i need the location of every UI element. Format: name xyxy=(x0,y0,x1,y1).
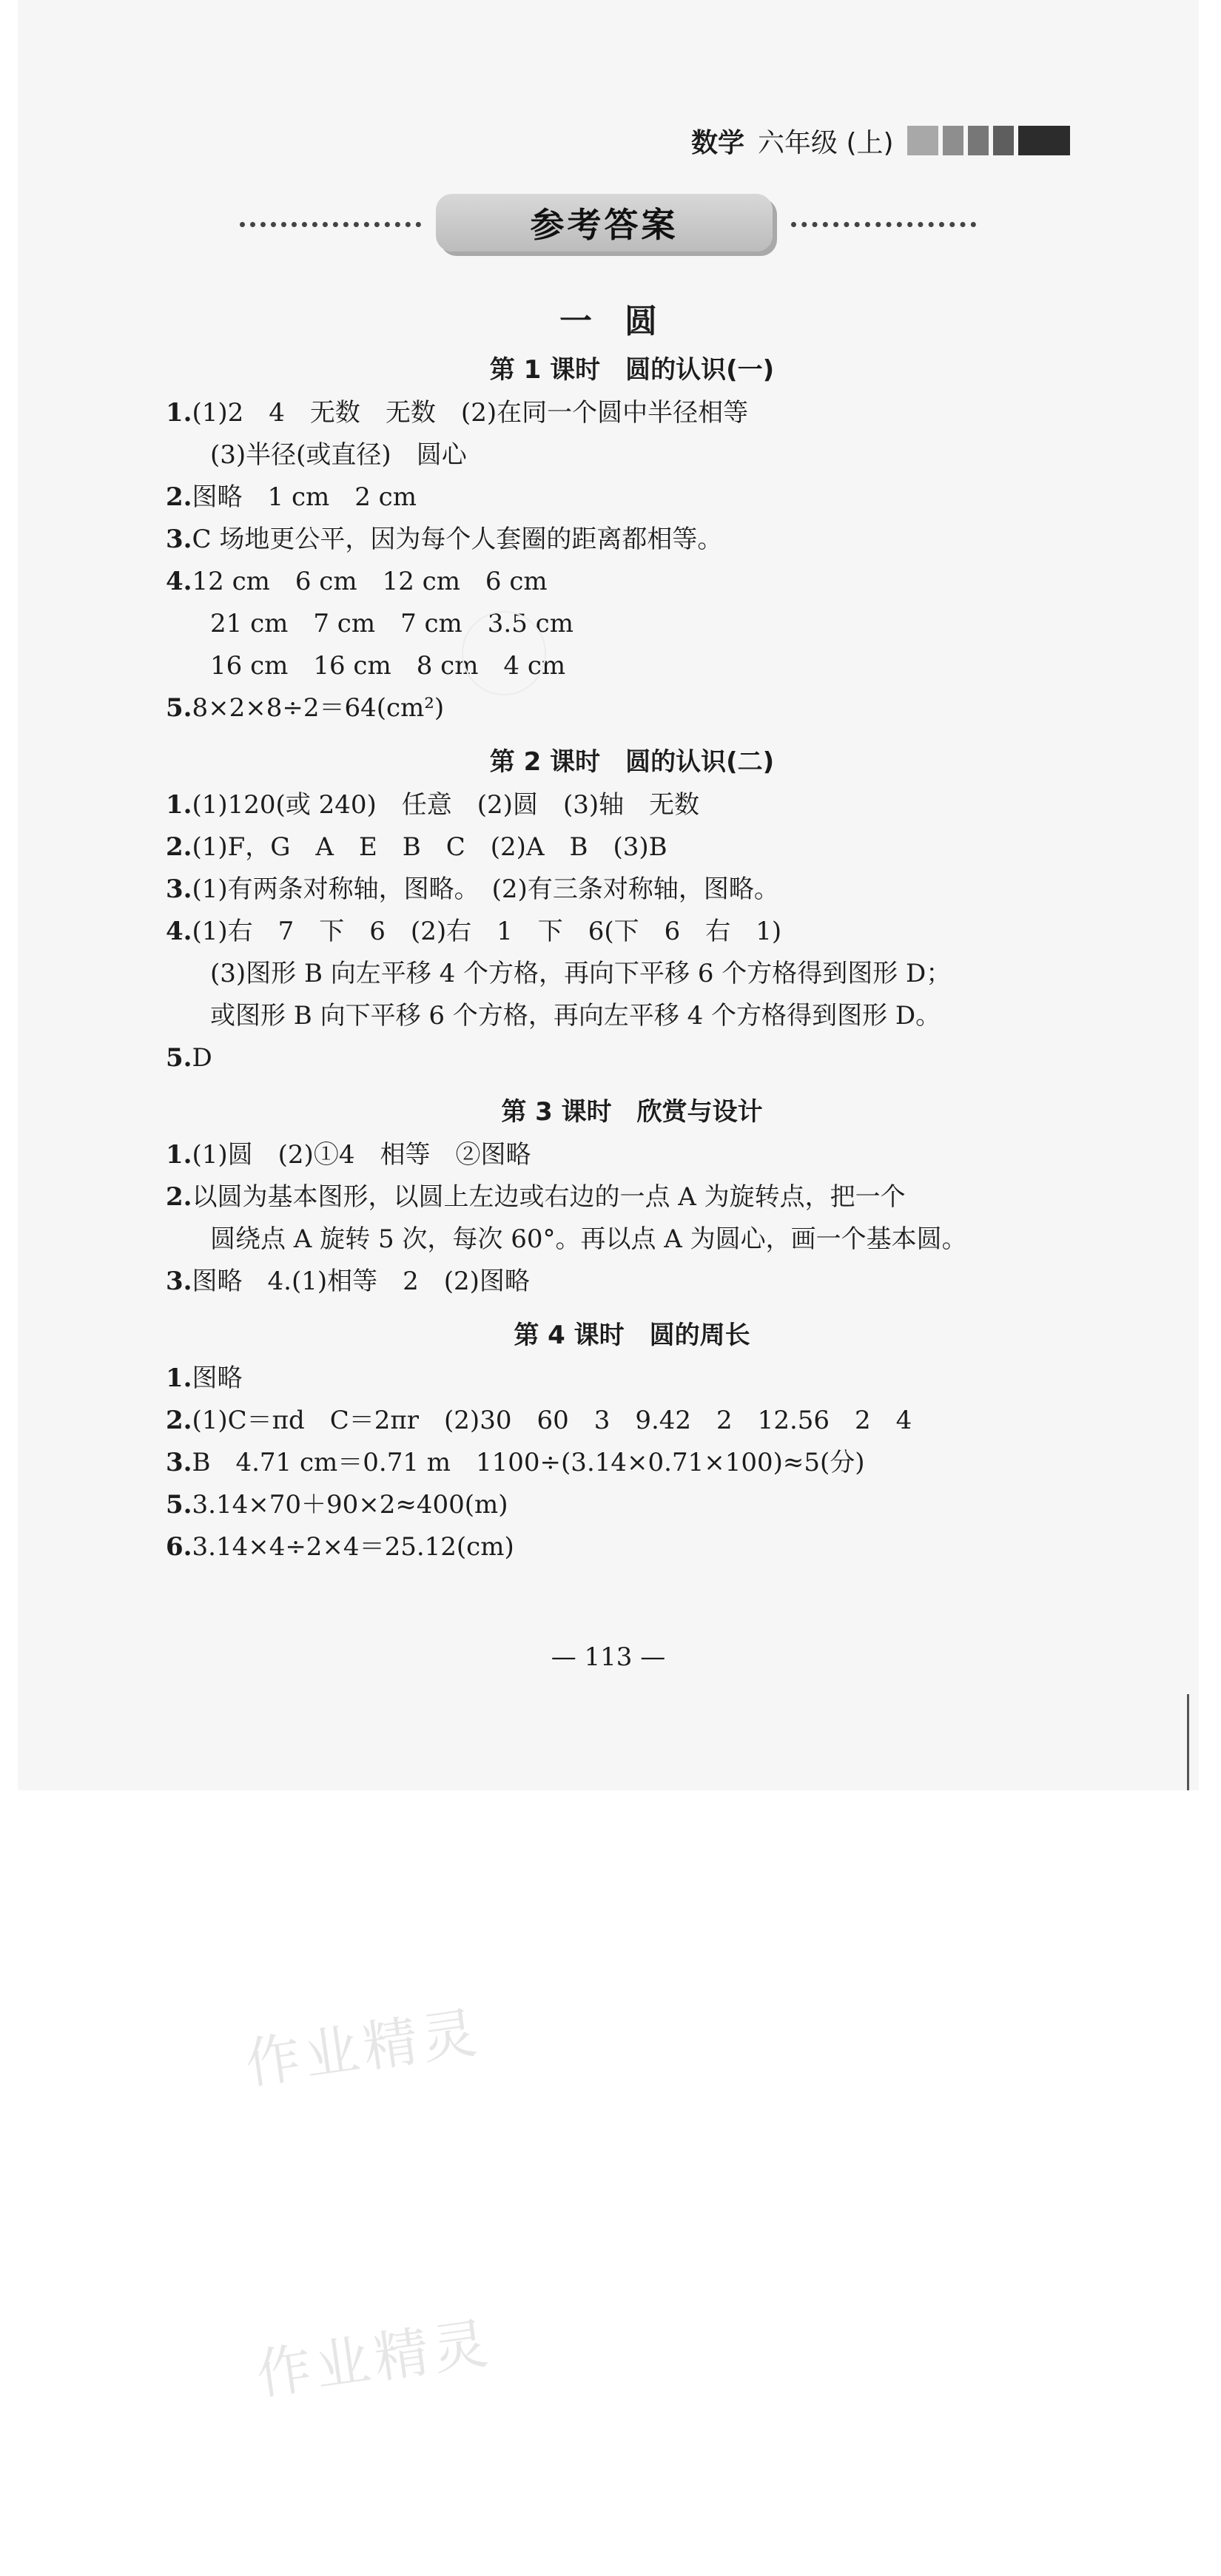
section-banner xyxy=(436,194,773,252)
answer-text: B 4.71 cm＝0.71 m 1100÷(3.14×0.71×100)≈5(分) xyxy=(192,1448,865,1477)
answer-text: (1)有两条对称轴，图略。 (2)有三条对称轴，图略。 xyxy=(192,874,779,904)
answer-text: 16 cm 16 cm 8 cm 4 cm xyxy=(210,651,566,681)
answer-line xyxy=(166,476,1128,519)
watermark: 作业精灵 xyxy=(252,2311,497,2407)
banner-dots-left xyxy=(240,207,421,227)
question-number: 1. xyxy=(166,398,192,428)
question-number: 4. xyxy=(166,567,192,596)
watermark: 作业精灵 xyxy=(241,2000,485,2097)
question-number: 2. xyxy=(166,482,192,512)
answer-text: D xyxy=(192,1043,212,1073)
answer-line xyxy=(166,1400,1128,1442)
question-number: 6. xyxy=(166,1532,192,1562)
question-number: 1. xyxy=(166,1140,192,1170)
banner-dots-right xyxy=(791,207,976,227)
answer-content xyxy=(166,348,1128,1568)
answer-line xyxy=(166,1526,1128,1568)
header-bar xyxy=(1018,126,1070,155)
header-bar xyxy=(968,126,989,155)
answer-line xyxy=(166,392,1128,434)
answer-line xyxy=(166,784,1128,826)
answer-text: 以圆为基本图形，以圆上左边或右边的一点 A 为旋转点，把一个 xyxy=(192,1182,906,1212)
question-number: 2. xyxy=(166,1406,192,1435)
question-number: 2. xyxy=(166,832,192,862)
answer-text: 图略 4.(1)相等 2 (2)图略 xyxy=(192,1267,530,1296)
page-number: — 113 — xyxy=(551,1642,666,1672)
header-bar xyxy=(943,126,963,155)
faint-stamp xyxy=(462,611,546,695)
answer-text: 图略 xyxy=(192,1363,243,1393)
lesson-title: 第 2 课时 圆的认识(二) xyxy=(489,747,775,777)
answer-text: (1)右 7 下 6 (2)右 1 下 6(下 6 右 1) xyxy=(192,917,782,946)
answer-line xyxy=(166,645,1128,687)
question-number: 2. xyxy=(166,1182,192,1212)
answer-line xyxy=(166,519,1128,561)
unit-title: 一 圆 xyxy=(559,303,657,340)
answer-line xyxy=(166,995,1128,1037)
answer-text: (1)2 4 无数 无数 (2)在同一个圆中半径相等 xyxy=(192,398,749,428)
answer-line xyxy=(166,1484,1128,1526)
answer-text: (3)图形 B 向左平移 4 个方格，再向下平移 6 个方格得到图形 D； xyxy=(210,959,952,988)
answer-text: (1)120(或 240) 任意 (2)圆 (3)轴 无数 xyxy=(192,790,700,820)
answer-line xyxy=(166,953,1128,995)
answer-line xyxy=(166,869,1128,911)
answer-line xyxy=(166,561,1128,603)
answer-line xyxy=(166,1134,1128,1176)
answer-line xyxy=(166,603,1128,645)
answer-text: 3.14×70＋90×2≈400(m) xyxy=(192,1490,508,1520)
answer-line xyxy=(166,434,1128,476)
question-number: 5. xyxy=(166,1043,192,1073)
page-edge-line xyxy=(1187,1694,1189,1790)
answer-text: (1)F，G A E B C (2)A B (3)B xyxy=(192,832,667,862)
answer-text: 3.14×4÷2×4＝25.12(cm) xyxy=(192,1532,514,1562)
answer-line xyxy=(166,1218,1128,1261)
question-number: 3. xyxy=(166,1267,192,1296)
question-number: 3. xyxy=(166,1448,192,1477)
question-number: 1. xyxy=(166,790,192,820)
answer-line xyxy=(166,826,1128,869)
answer-line xyxy=(166,1037,1128,1079)
answer-line xyxy=(166,911,1128,953)
answer-page xyxy=(18,0,1199,1790)
answer-text: C 场地更公平，因为每个人套圈的距离都相等。 xyxy=(192,525,723,554)
answer-text: 21 cm 7 cm 7 cm 3.5 cm xyxy=(210,609,574,638)
lesson-title: 第 3 课时 欣赏与设计 xyxy=(501,1097,763,1127)
answer-line xyxy=(166,1176,1128,1218)
question-number: 4. xyxy=(166,917,192,946)
lesson-title: 第 4 课时 圆的周长 xyxy=(514,1321,750,1350)
lesson-title: 第 1 课时 圆的认识(一) xyxy=(489,355,775,385)
question-number: 5. xyxy=(166,693,192,723)
header-bar xyxy=(993,126,1014,155)
answer-text: (1)C＝πd C＝2πr (2)30 60 3 9.42 2 12.56 2 4 xyxy=(192,1406,912,1435)
question-number: 3. xyxy=(166,874,192,904)
question-number: 3. xyxy=(166,525,192,554)
answer-text: 12 cm 6 cm 12 cm 6 cm xyxy=(192,567,548,596)
header-bar xyxy=(907,126,938,155)
answer-line xyxy=(166,1261,1128,1303)
answer-text: (1)圆 (2)①4 相等 ②图略 xyxy=(192,1140,531,1170)
answer-line xyxy=(166,687,1128,729)
question-number: 5. xyxy=(166,1490,192,1520)
answer-text: 圆绕点 A 旋转 5 次，每次 60°。再以点 A 为圆心，画一个基本圆。 xyxy=(210,1224,967,1254)
grade-label: 六年级 (上) xyxy=(758,127,894,158)
answer-text: 图略 1 cm 2 cm xyxy=(192,482,417,512)
answer-text: (3)半径(或直径) 圆心 xyxy=(210,440,467,470)
answer-text: 8×2×8÷2＝64(cm²) xyxy=(192,693,445,723)
question-number: 1. xyxy=(166,1363,192,1393)
answer-line xyxy=(166,1442,1128,1484)
answer-line xyxy=(166,1358,1128,1400)
page-header xyxy=(691,118,1074,163)
subject-label: 数学 xyxy=(691,127,745,158)
header-decoration-bars xyxy=(907,126,1074,155)
answer-text: 或图形 B 向下平移 6 个方格，再向左平移 4 个方格得到图形 D。 xyxy=(210,1001,941,1031)
banner-title: 参考答案 xyxy=(530,205,679,245)
